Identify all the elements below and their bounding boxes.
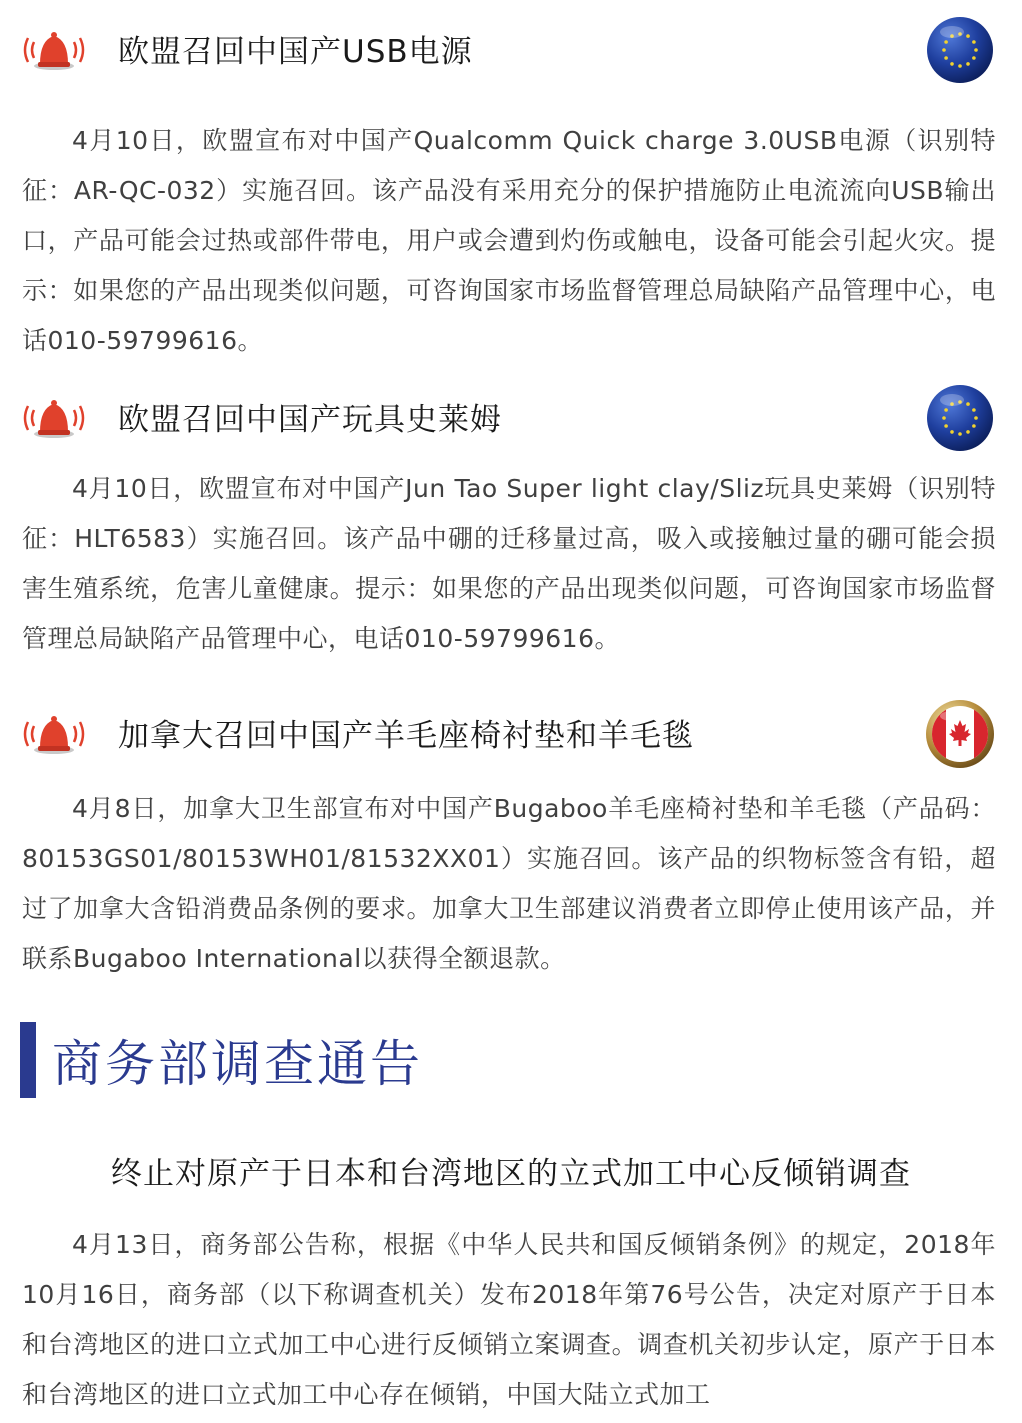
recall-item (0, 382, 1022, 664)
notice-title: 终止对原产于日本和台湾地区的立式加工中心反倾销调查 (111, 1156, 911, 1192)
recall-item-header (0, 382, 1022, 452)
recall-description: 4月10日，欧盟宣布对中国产Qualcomm Quick charge 3.0USB电源（识别特征：AR-QC-032）实施召回。该产品没有采用充分的保护措施防止电流流向USB输出口，产品可能会过热或部件带电，用户或会遭到灼伤或触电，设备可能会引起火灾。提示：如果您的产品出现类似问题，可咨询国家市场监督管理总局缺陷产品管理中心，电话010-59799616。 (22, 126, 996, 355)
alarm-bell-icon (18, 28, 90, 72)
recall-description: 4月8日，加拿大卫生部宣布对中国产Bugaboo羊毛座椅衬垫和羊毛毯（产品码：80153GS01/80153WH01/81532XX01）实施召回。该产品的织物标签含有铅，超过了加拿大含铅消费品条例的要求。加拿大卫生部建议消费者立即停止使用该产品，并联系Bugaboo International以获得全额退款。 (22, 794, 996, 973)
section-header (20, 1022, 720, 1098)
canada-flag-icon (924, 698, 996, 770)
eu-flag-icon (924, 14, 996, 86)
recall-title: 加拿大召回中国产羊毛座椅衬垫和羊毛毯 (118, 718, 694, 754)
recall-title: 欧盟召回中国产USB电源 (118, 34, 473, 70)
recall-item (0, 698, 1022, 984)
notice-body: 4月13日，商务部公告称，根据《中华人民共和国反倾销条例》的规定，2018年10月16日，商务部（以下称调查机关）发布2018年第76号公告，决定对原产于日本和台湾地区的进口立式加工中心进行反倾销立案调查。调查机关初步认定，原产于日本和台湾地区的进口立式加工中心存在倾销，中国大陆立式加工 (22, 1230, 996, 1409)
recall-description: 4月10日，欧盟宣布对中国产Jun Tao Super light clay/Sliz玩具史莱姆（识别特征：HLT6583）实施召回。该产品中硼的迁移量过高，吸入或接触过量的硼可能会损害生殖系统，危害儿童健康。提示：如果您的产品出现类似问题，可咨询国家市场监督管理总局缺陷产品管理中心，电话010-59799616。 (22, 474, 996, 653)
section-title: 商务部调查通告 (52, 1035, 423, 1093)
eu-flag-icon (924, 382, 996, 454)
recall-item-header (0, 698, 1022, 768)
alarm-bell-icon (18, 712, 90, 756)
recall-title: 欧盟召回中国产玩具史莱姆 (118, 402, 502, 438)
recall-item (0, 14, 1022, 366)
recall-item-header (0, 14, 1022, 84)
section-accent-bar (20, 1022, 36, 1098)
alarm-bell-icon (18, 396, 90, 440)
